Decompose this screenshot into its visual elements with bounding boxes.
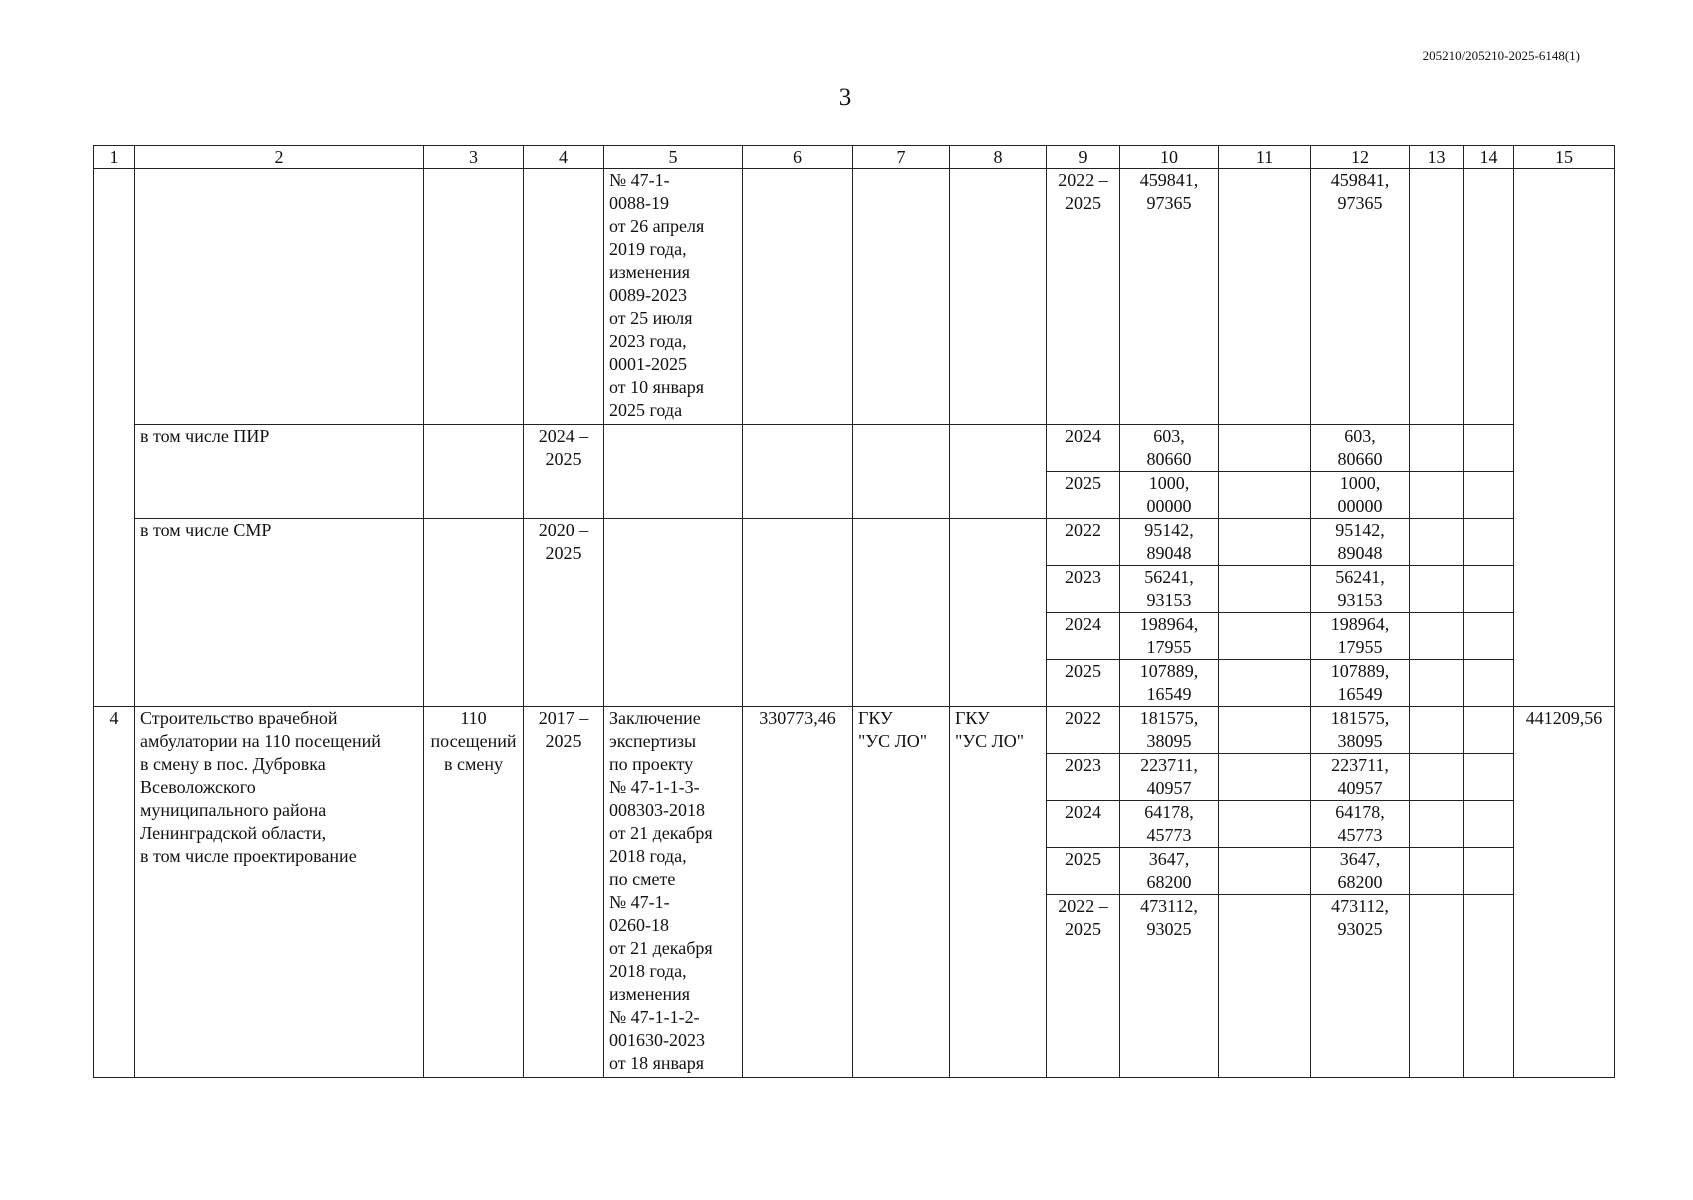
cell-expertise	[604, 707, 743, 1078]
amount-line: 3647,	[1339, 849, 1381, 869]
name-line: Всеволожского	[140, 777, 256, 797]
amount-line: 80660	[1146, 449, 1192, 469]
cell-col12	[1311, 754, 1410, 801]
investment-table	[93, 145, 1615, 1078]
cell-col12	[1311, 169, 1410, 425]
period-line: 2017 –	[538, 708, 589, 728]
developer-line: ГКУ	[955, 708, 990, 728]
cell-col8	[950, 707, 1047, 1078]
cell-col12	[1311, 660, 1410, 707]
amount-line: 40957	[1146, 778, 1192, 798]
cell-col15: 441209,56	[1514, 707, 1615, 1078]
column-number: 2	[135, 146, 424, 169]
capacity-line: в смену	[443, 754, 503, 774]
cell-col13	[1410, 660, 1464, 707]
column-number: 14	[1464, 146, 1514, 169]
cell-col6	[743, 519, 853, 707]
cell-col14	[1464, 707, 1514, 754]
cell-col13	[1410, 613, 1464, 660]
amount-line: 93025	[1146, 919, 1192, 939]
column-number: 6	[743, 146, 853, 169]
cell-col11	[1219, 566, 1311, 613]
expertise-line: от 26 апреля	[609, 216, 705, 236]
page-number: 3	[838, 84, 852, 111]
cell-col12	[1311, 472, 1410, 519]
amount-line: 1000,	[1339, 473, 1381, 493]
cell-period	[524, 707, 604, 1078]
amount-line: 56241,	[1144, 567, 1194, 587]
cell-col13	[1410, 801, 1464, 848]
cell-year: 2025	[1047, 660, 1120, 707]
expertise-line: 001630-2023	[609, 1030, 705, 1050]
period-line: 2025	[545, 449, 582, 469]
amount-line: 107889,	[1330, 661, 1390, 681]
amount-line: 473112,	[1331, 896, 1389, 916]
amount-line: 89048	[1146, 543, 1192, 563]
amount-line: 93153	[1146, 590, 1192, 610]
cell-expertise	[604, 519, 743, 707]
cell-col13	[1410, 425, 1464, 472]
amount-line: 56241,	[1335, 567, 1385, 587]
expertise-line: 0260-18	[609, 915, 669, 935]
amount-line: 89048	[1337, 543, 1383, 563]
amount-line: 95142,	[1335, 520, 1385, 540]
cell-col10	[1120, 895, 1219, 1078]
cell-year: 2024	[1047, 801, 1120, 848]
cell-col7	[853, 707, 950, 1078]
column-number: 8	[950, 146, 1047, 169]
amount-line: 603,	[1344, 426, 1376, 446]
cell-year: 2025	[1047, 848, 1120, 895]
cell-col14	[1464, 566, 1514, 613]
cell-capacity	[424, 519, 524, 707]
cell-col12	[1311, 566, 1410, 613]
name-line: в том числе проектирование	[140, 846, 357, 866]
amount-line: 80660	[1337, 449, 1383, 469]
cell-col14	[1464, 425, 1514, 472]
period-line: 2025	[545, 543, 582, 563]
cell-col6: 330773,46	[743, 707, 853, 1078]
expertise-line: от 18 января	[609, 1053, 705, 1073]
cell-year: 2023	[1047, 754, 1120, 801]
column-number: 4	[524, 146, 604, 169]
cell-capacity	[424, 425, 524, 519]
expertise-line: изменения	[609, 262, 691, 282]
column-number: 11	[1219, 146, 1311, 169]
amount-line: 68200	[1146, 872, 1192, 892]
name-line: в смену в пос. Дубровка	[140, 754, 326, 774]
cell-name: в том числе СМР	[135, 519, 424, 707]
expertise-line: Заключение	[609, 708, 701, 728]
expertise-line: № 47-1-	[609, 170, 670, 190]
cell-col10	[1120, 169, 1219, 425]
column-number-row	[94, 146, 1615, 169]
cell-col10	[1120, 425, 1219, 472]
cell-num	[94, 169, 135, 707]
cell-col11	[1219, 895, 1311, 1078]
cell-year: 2024	[1047, 425, 1120, 472]
amount-line: 38095	[1337, 731, 1383, 751]
table-row	[94, 169, 1615, 425]
cell-col11	[1219, 707, 1311, 754]
cell-expertise	[604, 169, 743, 425]
cell-year: 2025	[1047, 472, 1120, 519]
amount-line: 40957	[1337, 778, 1383, 798]
cell-col11	[1219, 169, 1311, 425]
cell-col11	[1219, 613, 1311, 660]
amount-line: 97365	[1337, 193, 1383, 213]
cell-col10	[1120, 754, 1219, 801]
amount-line: 95142,	[1144, 520, 1194, 540]
cell-col11	[1219, 519, 1311, 566]
column-number: 10	[1120, 146, 1219, 169]
amount-line: 16549	[1146, 684, 1192, 704]
cell-col14	[1464, 848, 1514, 895]
cell-col10	[1120, 472, 1219, 519]
cell-name: в том числе ПИР	[135, 425, 424, 519]
cell-num: 4	[94, 707, 135, 1078]
cell-period	[524, 169, 604, 425]
cell-year	[1047, 895, 1120, 1078]
cell-col14	[1464, 754, 1514, 801]
table-row	[94, 425, 1615, 472]
expertise-line: от 21 декабря	[609, 938, 713, 958]
capacity-line: посещений	[430, 731, 517, 751]
expertise-line: 2019 года,	[609, 239, 687, 259]
column-number: 5	[604, 146, 743, 169]
amount-line: 603,	[1153, 426, 1185, 446]
cell-col14	[1464, 895, 1514, 1078]
name-line: муниципального района	[140, 800, 327, 820]
amount-line: 181575,	[1139, 708, 1199, 728]
expertise-line: 2025 года	[609, 400, 683, 420]
name-line: Строительство врачебной	[140, 708, 338, 728]
expertise-line: 008303-2018	[609, 800, 705, 820]
cell-col7	[853, 425, 950, 519]
cell-col13	[1410, 895, 1464, 1078]
cell-col10	[1120, 801, 1219, 848]
year-line: 2022 –	[1058, 896, 1108, 916]
expertise-line: 2018 года,	[609, 961, 687, 981]
amount-line: 16549	[1337, 684, 1383, 704]
cell-col7	[853, 169, 950, 425]
cell-col11	[1219, 472, 1311, 519]
column-number: 12	[1311, 146, 1410, 169]
expertise-line: 2023 года,	[609, 331, 687, 351]
cell-period	[524, 519, 604, 707]
cell-col13	[1410, 566, 1464, 613]
amount-line: 3647,	[1148, 849, 1190, 869]
cell-col13	[1410, 707, 1464, 754]
expertise-line: 0089-2023	[609, 285, 687, 305]
amount-line: 00000	[1337, 496, 1383, 516]
name-line: Ленинградской области,	[140, 823, 327, 843]
cell-capacity	[424, 707, 524, 1078]
expertise-line: № 47-1-1-2-	[609, 1007, 700, 1027]
table-row	[94, 519, 1615, 566]
cell-col11	[1219, 754, 1311, 801]
cell-col13	[1410, 519, 1464, 566]
column-number: 1	[94, 146, 135, 169]
cell-col10	[1120, 660, 1219, 707]
cell-col12	[1311, 895, 1410, 1078]
cell-col6	[743, 425, 853, 519]
amount-line: 38095	[1146, 731, 1192, 751]
amount-line: 459841,	[1330, 170, 1390, 190]
cell-year: 2022	[1047, 707, 1120, 754]
amount-line: 64178,	[1144, 802, 1194, 822]
cell-col6	[743, 169, 853, 425]
amount-line: 97365	[1146, 193, 1192, 213]
year-line: 2025	[1065, 193, 1101, 213]
cell-col10	[1120, 707, 1219, 754]
amount-line: 459841,	[1139, 170, 1199, 190]
cell-col14	[1464, 169, 1514, 425]
amount-line: 473112,	[1140, 896, 1198, 916]
column-number: 7	[853, 146, 950, 169]
cell-col14	[1464, 519, 1514, 566]
cell-col14	[1464, 660, 1514, 707]
cell-year: 2023	[1047, 566, 1120, 613]
period-line: 2025	[545, 731, 582, 751]
cell-col11	[1219, 801, 1311, 848]
cell-name	[135, 169, 424, 425]
cell-year	[1047, 169, 1120, 425]
cell-col10	[1120, 519, 1219, 566]
column-number: 3	[424, 146, 524, 169]
expertise-line: № 47-1-	[609, 892, 670, 912]
amount-line: 68200	[1337, 872, 1383, 892]
cell-col14	[1464, 801, 1514, 848]
amount-line: 107889,	[1139, 661, 1199, 681]
cell-col15	[1514, 169, 1615, 707]
amount-line: 93025	[1337, 919, 1383, 939]
cell-col12	[1311, 848, 1410, 895]
cell-col14	[1464, 472, 1514, 519]
cell-col12	[1311, 801, 1410, 848]
document-number: 205210/205210-2025-6148(1)	[1422, 48, 1580, 63]
expertise-line: по проекту	[609, 754, 694, 774]
amount-line: 17955	[1146, 637, 1192, 657]
cell-col13	[1410, 472, 1464, 519]
amount-line: 17955	[1337, 637, 1383, 657]
cell-col11	[1219, 425, 1311, 472]
column-number: 15	[1514, 146, 1615, 169]
year-line: 2025	[1065, 919, 1101, 939]
cell-col10	[1120, 613, 1219, 660]
expertise-line: от 10 января	[609, 377, 705, 397]
amount-line: 198964,	[1139, 614, 1199, 634]
cell-col13	[1410, 169, 1464, 425]
cell-col13	[1410, 754, 1464, 801]
developer-line: "УС ЛО"	[955, 731, 1025, 751]
customer-line: "УС ЛО"	[858, 731, 928, 751]
expertise-line: экспертизы	[609, 731, 697, 751]
cell-col11	[1219, 660, 1311, 707]
amount-line: 45773	[1146, 825, 1192, 845]
cell-col12	[1311, 613, 1410, 660]
cell-period	[524, 425, 604, 519]
cell-col12	[1311, 707, 1410, 754]
cell-name	[135, 707, 424, 1078]
expertise-line: 0088-19	[609, 193, 669, 213]
expertise-line: 0001-2025	[609, 354, 687, 374]
cell-col8	[950, 425, 1047, 519]
cell-col7	[853, 519, 950, 707]
amount-line: 223711,	[1331, 755, 1389, 775]
cell-col14	[1464, 613, 1514, 660]
amount-line: 00000	[1146, 496, 1192, 516]
cell-year: 2022	[1047, 519, 1120, 566]
cell-col12	[1311, 425, 1410, 472]
amount-line: 198964,	[1330, 614, 1390, 634]
amount-line: 64178,	[1335, 802, 1385, 822]
cell-expertise	[604, 425, 743, 519]
cell-capacity	[424, 169, 524, 425]
cell-col11	[1219, 848, 1311, 895]
cell-col10	[1120, 848, 1219, 895]
amount-line: 181575,	[1330, 708, 1390, 728]
cell-col12	[1311, 519, 1410, 566]
column-number: 9	[1047, 146, 1120, 169]
expertise-line: № 47-1-1-3-	[609, 777, 700, 797]
year-line: 2022 –	[1058, 170, 1108, 190]
cell-col8	[950, 519, 1047, 707]
cell-col10	[1120, 566, 1219, 613]
cell-col13	[1410, 848, 1464, 895]
cell-col8	[950, 169, 1047, 425]
expertise-line: от 25 июля	[609, 308, 693, 328]
period-line: 2024 –	[538, 426, 589, 446]
name-line: амбулатории на 110 посещений	[140, 731, 381, 751]
expertise-line: от 21 декабря	[609, 823, 713, 843]
expertise-line: по смете	[609, 869, 676, 889]
expertise-line: изменения	[609, 984, 691, 1004]
capacity-line: 110	[460, 708, 487, 728]
amount-line: 93153	[1337, 590, 1383, 610]
amount-line: 1000,	[1148, 473, 1190, 493]
column-number: 13	[1410, 146, 1464, 169]
cell-year: 2024	[1047, 613, 1120, 660]
period-line: 2020 –	[538, 520, 589, 540]
expertise-line: 2018 года,	[609, 846, 687, 866]
amount-line: 45773	[1337, 825, 1383, 845]
table-row	[94, 707, 1615, 754]
customer-line: ГКУ	[858, 708, 893, 728]
amount-line: 223711,	[1140, 755, 1198, 775]
